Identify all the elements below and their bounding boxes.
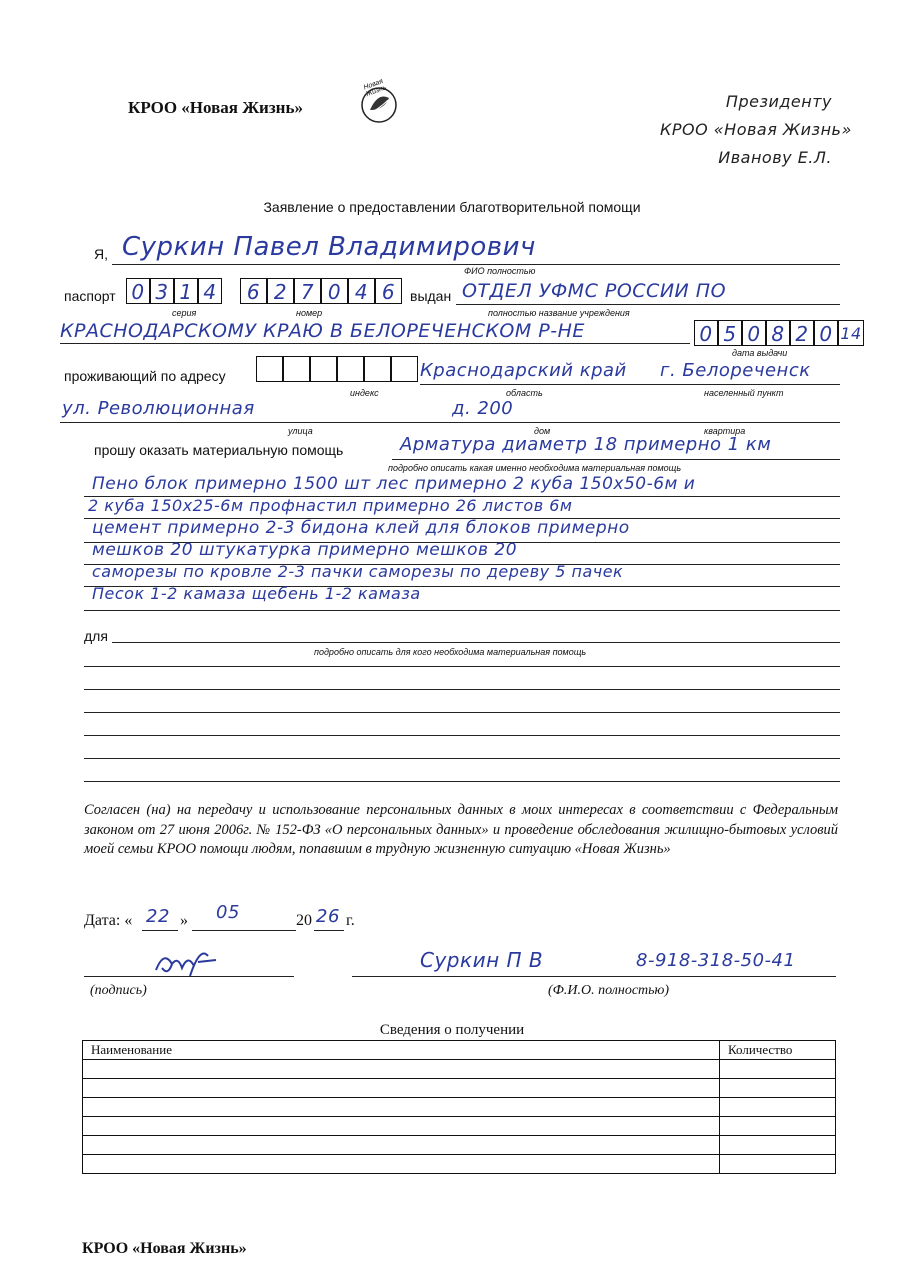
index-box[interactable] (391, 356, 418, 382)
region-value[interactable]: Краснодарский край (420, 360, 627, 381)
request-line-1[interactable]: Пено блок примерно 1500 шт лес примерно 2 куба 150х50-6м и (92, 474, 696, 494)
blank-line[interactable] (84, 666, 840, 667)
number-box[interactable] (294, 278, 321, 304)
table-row[interactable] (83, 1098, 836, 1117)
number-caption: номер (296, 308, 323, 318)
table-row[interactable] (83, 1136, 836, 1155)
receipt-title: Сведения о получении (379, 1022, 525, 1038)
number-box[interactable] (240, 278, 267, 304)
month-line (192, 930, 296, 931)
index-box[interactable] (256, 356, 283, 382)
series-digit: 1 (179, 280, 193, 304)
date-close-quote: » (180, 912, 188, 929)
series-box[interactable] (198, 278, 222, 304)
org-header-name: КРОО «Новая Жизнь» (128, 98, 303, 117)
request-underline (392, 459, 840, 460)
fio-caption: (Ф.И.О. полностью) (548, 983, 670, 998)
date-year[interactable]: 26 (316, 906, 340, 927)
number-digit: 6 (246, 280, 261, 304)
issuer-continued-line (60, 343, 690, 344)
date-digit: 0 (747, 322, 761, 346)
date-box[interactable] (718, 320, 742, 346)
blank-line[interactable] (84, 781, 840, 782)
number-box[interactable] (321, 278, 348, 304)
name-prefix: Я, (94, 246, 108, 262)
col-qty-header: Количество (720, 1041, 836, 1060)
blank-line[interactable] (84, 712, 840, 713)
number-digit: 2 (273, 280, 288, 304)
address-line-name: Иванову Е.Л. (718, 148, 832, 167)
for-caption: подробно описать для кого необходима материальная помощь (314, 647, 587, 657)
number-digit: 4 (354, 280, 369, 304)
date-digit: 8 (771, 322, 785, 346)
issued-label: выдан (410, 288, 452, 304)
table-row[interactable] (83, 1060, 836, 1079)
date-box[interactable] (694, 320, 718, 346)
city-value[interactable]: г. Белореченск (660, 360, 811, 381)
series-digit: 4 (203, 280, 217, 304)
day-line (142, 930, 178, 931)
address-line-org: КРОО «Новая Жизнь» (660, 120, 852, 139)
request-line-5[interactable]: саморезы по кровле 2-3 пачки саморезы по дереву 5 пачек (92, 562, 624, 581)
passport-label: паспорт (64, 288, 116, 304)
footer-org: КРОО «Новая Жизнь» (82, 1240, 247, 1257)
fio-line[interactable] (352, 976, 836, 977)
issuer-line1[interactable]: ОТДЕЛ УФМС РОССИИ ПО (462, 280, 727, 302)
region-caption: область (506, 388, 543, 398)
number-digit: 6 (381, 280, 396, 304)
receipt-header-row (83, 1041, 836, 1060)
index-box[interactable] (364, 356, 391, 382)
date-digit: 0 (699, 322, 713, 346)
series-digit: 3 (155, 280, 169, 304)
table-row[interactable] (83, 1079, 836, 1098)
street-value[interactable]: ул. Революционная (62, 398, 255, 419)
receipt-table (82, 1040, 836, 1174)
request-caption: подробно описать какая именно необходима материальная помощь (388, 463, 682, 473)
index-box[interactable] (337, 356, 364, 382)
date-box[interactable] (742, 320, 766, 346)
index-box[interactable] (310, 356, 337, 382)
series-box[interactable] (126, 278, 150, 304)
city-caption: населенный пункт (704, 388, 784, 398)
applicant-name[interactable]: Суркин Павел Владимирович (122, 232, 536, 262)
address-block (660, 88, 852, 172)
page-title: Заявление о предоставлении благотворительной помощи (263, 199, 641, 215)
series-box[interactable] (150, 278, 174, 304)
request-line-3[interactable]: цемент примерно 2-3 бидона клей для блоков примерно (92, 518, 630, 538)
request-line-2[interactable]: 2 куба 150х25-6м профнастил примерно 26 листов 6м (88, 496, 573, 515)
apartment-caption: квартира (704, 426, 746, 436)
logo-text: Новая Жизнь (362, 78, 388, 99)
address-line-president: Президенту (725, 92, 832, 111)
name-caption: ФИО полностью (464, 266, 536, 276)
col-name-header: Наименование (83, 1041, 720, 1060)
issue-date-caption: дата выдачи (732, 348, 788, 358)
date-digit: 0 (819, 322, 833, 346)
date-day[interactable]: 22 (146, 906, 170, 927)
date-box[interactable] (790, 320, 814, 346)
blank-line[interactable] (84, 689, 840, 690)
region-line (420, 384, 840, 385)
date-box[interactable] (814, 320, 838, 346)
series-digit: 0 (131, 280, 145, 304)
number-box[interactable] (348, 278, 375, 304)
date-digit: 5 (723, 322, 737, 346)
date-year-prefix: 20 (296, 912, 312, 929)
house-value[interactable]: д. 200 (452, 398, 514, 419)
for-label: для (84, 628, 108, 644)
number-box[interactable] (375, 278, 402, 304)
series-box[interactable] (174, 278, 198, 304)
name-line (112, 264, 840, 265)
number-box[interactable] (267, 278, 294, 304)
date-suffix: г. (346, 912, 355, 929)
signature-caption: (подпись) (90, 983, 147, 998)
signature-mark (150, 946, 220, 986)
signature-line[interactable] (84, 976, 294, 977)
date-label: Дата: « (84, 912, 133, 929)
blank-line[interactable] (84, 758, 840, 759)
date-digit: 2 (795, 322, 809, 346)
index-caption: индекс (350, 388, 379, 398)
request-line-0[interactable]: Арматура диаметр 18 примерно 1 км (400, 434, 772, 455)
house-caption: дом (534, 426, 551, 436)
date-row (84, 902, 384, 938)
request-label: прошу оказать материальную помощь (94, 442, 344, 458)
blank-line[interactable] (84, 735, 840, 736)
table-row[interactable] (83, 1155, 836, 1174)
request-line-4[interactable]: мешков 20 штукатурка примерно мешков 20 (92, 540, 518, 560)
for-line[interactable] (112, 642, 840, 643)
request-underline (84, 610, 840, 611)
request-line-6[interactable]: Песок 1-2 камаза щебень 1-2 камаза (92, 584, 421, 603)
date-box[interactable] (766, 320, 790, 346)
phone-value[interactable]: 8-918-318-50-41 (636, 950, 796, 971)
consent-text: Согласен (на) на передачу и использование персональных данных в моих интересах в соответствии с Федеральным законом от 27 июня 2006г. № 152-ФЗ «О персональных данных» и проведение обследования жилищно-бытовых условий моей семьи КРОО помощи людям, попавшим в трудную жизненную ситуацию «Новая Жизнь» (84, 802, 838, 857)
issuer-caption: полностью название учреждения (488, 308, 630, 318)
org-logo (356, 80, 402, 126)
street-caption: улица (288, 426, 313, 436)
fio-value[interactable]: Суркин П В (420, 948, 544, 972)
index-box[interactable] (283, 356, 310, 382)
address-label: проживающий по адресу (64, 368, 226, 384)
date-month[interactable]: 05 (216, 902, 240, 923)
number-digit: 7 (300, 280, 315, 304)
year-line (314, 930, 344, 931)
issuer-line2[interactable]: КРАСНОДАРСКОМУ КРАЮ В БЕЛОРЕЧЕНСКОМ Р-НЕ (60, 320, 585, 342)
table-row[interactable] (83, 1117, 836, 1136)
number-digit: 0 (327, 280, 342, 304)
date-box[interactable] (838, 320, 864, 346)
street-line (60, 422, 840, 423)
series-caption: серия (172, 308, 197, 318)
date-digit: 14 (840, 324, 862, 343)
issuer-line (456, 304, 840, 305)
